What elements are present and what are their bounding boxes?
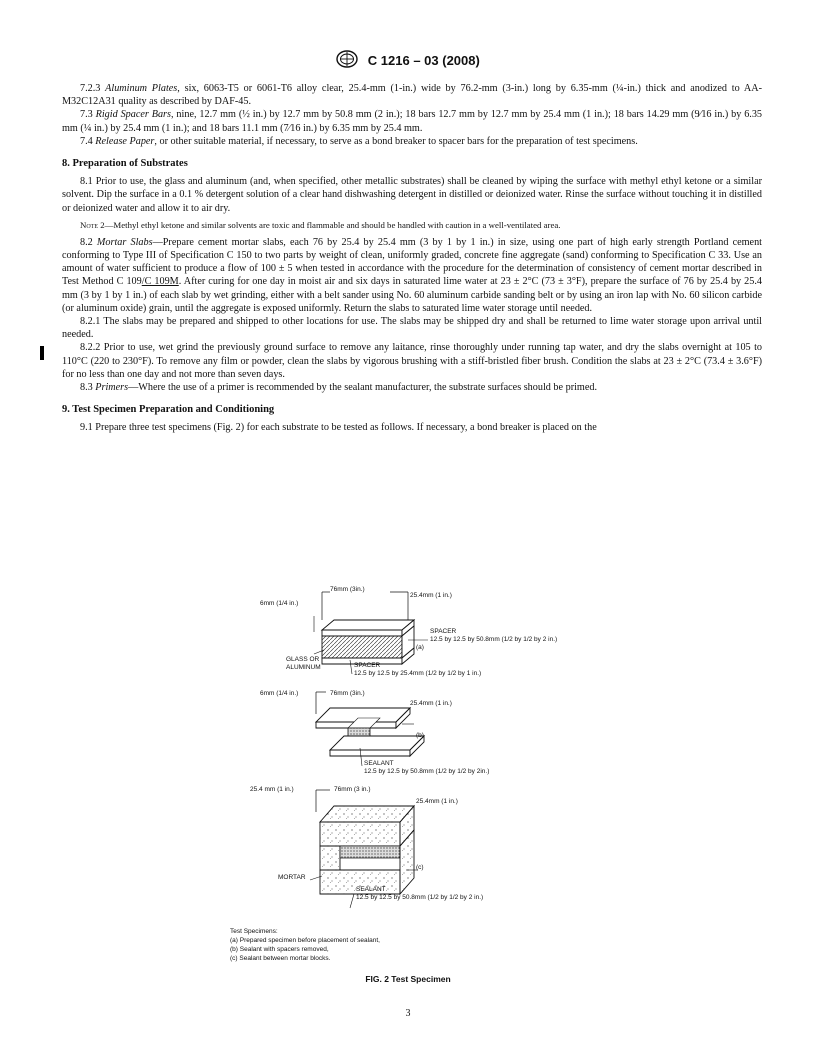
a-substrate-label: GLASS OR bbox=[286, 656, 320, 663]
legend-line-4: (c) Sealant between mortar blocks. bbox=[230, 955, 331, 962]
b-sealant-label: SEALANT bbox=[364, 760, 394, 767]
section-8-heading: 8. Preparation of Substrates bbox=[62, 158, 188, 170]
page-number: 3 bbox=[405, 1008, 411, 1019]
b-letter: (b) bbox=[416, 732, 424, 739]
paragraph-7-4: 7.4 Release Paper, or other suitable material, if necessary, to serve as a bond breaker to spacer bars for the preparation of test specimens. bbox=[80, 135, 638, 147]
paragraph-8-2-1: 8.2.1 The slabs may be prepared and shipped to other locations for use. The slabs may be shipped dry and shall be returned to lime water storage upon arrival until needed. bbox=[62, 316, 762, 341]
page-header bbox=[0, 50, 816, 71]
legend-line-1: Test Specimens: bbox=[230, 928, 278, 935]
c-width-dimension: 25.4mm (1 in.) bbox=[416, 798, 458, 805]
specimen-b-drawing bbox=[316, 692, 424, 766]
c109m-revision-link: /C 109M bbox=[141, 276, 179, 288]
a-thickness-dimension: 6mm (1/4 in.) bbox=[260, 600, 299, 607]
paragraph-7-2-3: 7.2.3 Aluminum Plates, six, 6063-T5 or 6061-T6 alloy clear, 25.4-mm (1-in.) wide by 76.2-mm (3-in.) long by 6.35-mm (¼-in.) thick and anodized to AA-M32C12A31 quality as described by DAF-45. bbox=[62, 83, 763, 108]
paragraph-8-2-2: 8.2.2 Prior to use, wet grind the previously ground surface to remove any laitance, rinse thoroughly under running tap water, and dry the slabs overnight at 105 to 110°C (220 to 230°F). To remove any film or powder, clean the slabs by vigorous brushing with a stiff-bristled fiber brush. Condition the slabs at 23 ± 2°C (73.4 ± 3.6°F) for no less than one day and not more than seven days. bbox=[62, 342, 762, 380]
legend-line-3: (b) Sealant with spacers removed, bbox=[230, 946, 329, 953]
figure-2-test-specimen bbox=[230, 580, 590, 990]
note-2: Note 2—Methyl ethyl ketone and similar solvents are toxic and flammable and should be handled with caution in a well-ventilated area. bbox=[80, 219, 561, 230]
document-designation: C 1216 – 03 (2008) bbox=[367, 53, 480, 68]
c-height-dimension: 25.4 mm (1 in.) bbox=[250, 786, 294, 793]
figure-caption: FIG. 2 Test Specimen bbox=[365, 974, 451, 984]
a-width-dimension: 25.4mm (1 in.) bbox=[410, 592, 452, 599]
b-length-dimension: 76mm (3in.) bbox=[330, 690, 365, 697]
legend-line-2: (a) Prepared specimen before placement of sealant, bbox=[230, 937, 380, 944]
a-spacer2-size: 12.5 by 12.5 by 25.4mm (1/2 by 1/2 by 1 in.) bbox=[354, 670, 482, 677]
a-spacer-label: SPACER bbox=[430, 628, 457, 635]
paragraph-7-3: 7.3 Rigid Spacer Bars, nine, 12.7 mm (½ in.) by 12.7 mm by 50.8 mm (2 in.); 18 bars 12.7 mm by 12.7 mm by 25.4 mm (1 in.); 18 bars 14.29 mm (9⁄16 in.) by 6.35 mm (¼ in.) by 25.4 mm (1 in.); and 18 bars 11.1 mm (7⁄16 in.) by 6.35 mm by 25.4 mm. bbox=[62, 109, 763, 134]
c-sealant-size: 12.5 by 12.5 by 50.8mm (1/2 by 1/2 by 2 in.) bbox=[356, 894, 484, 901]
paragraph-8-2: 8.2 Mortar Slabs—Prepare cement mortar slabs, each 76 by 25.4 by 25.4 mm (3 by 1 by 1 in.) in size, using one part of high early strength Portland cement conforming to Type III of Specification C 150 to two parts by weight of clean, uniformly graded, concrete fine aggregate (sand) conforming to Specification C 33. Use an amount of water sufficient to produce a flow of 100 ± 5 when tested in accordance with the procedure for the determination of consistency of cement mortar described in Test Method C 109/C 109M. After curing for one day in moist air and six days in saturated lime water at 23 ± 2°C (73 ± 3°F), prepare the surface of 76 by 25.4 by 25.4 mm (3 by 1 by 1 in.) of each slab by wet grinding, either with a belt sander using No. 60 aluminum carbide sanding belt or by using an iron lap with No. 60 silicon carbide (or aluminum oxide) grain, until the aggregate is exposed uniformly. Return the slabs to saturated lime water storage until needed. bbox=[62, 236, 763, 314]
c-sealant-label: SEALANT bbox=[356, 886, 386, 893]
c-letter: (c) bbox=[416, 864, 424, 871]
c-mortar-label: MORTAR bbox=[278, 874, 306, 881]
b-sealant-size: 12.5 by 12.5 by 50.8mm (1/2 by 1/2 by 2in.) bbox=[364, 768, 490, 775]
document-body bbox=[62, 82, 762, 435]
section-9-heading: 9. Test Specimen Preparation and Conditioning bbox=[62, 404, 275, 416]
a-spacer2-label: SPACER bbox=[354, 662, 381, 669]
revision-change-bar bbox=[40, 346, 44, 360]
a-letter: (a) bbox=[416, 644, 424, 651]
a-substrate-label-2: ALUMINUM bbox=[286, 664, 321, 671]
paragraph-9-1: 9.1 Prepare three test specimens (Fig. 2) for each substrate to be tested as follows. If necessary, a bond breaker is placed on the bbox=[80, 422, 597, 434]
a-length-dimension: 76mm (3in.) bbox=[330, 586, 365, 593]
c-length-dimension: 76mm (3 in.) bbox=[334, 786, 371, 793]
paragraph-8-3: 8.3 Primers—Where the use of a primer is recommended by the sealant manufacturer, the substrate surfaces should be primed. bbox=[80, 382, 598, 394]
b-thickness-dimension: 6mm (1/4 in.) bbox=[260, 690, 299, 697]
a-spacer-size: 12.5 by 12.5 by 50.8mm (1/2 by 1/2 by 2 in.) bbox=[430, 636, 558, 643]
paragraph-8-1: 8.1 Prior to use, the glass and aluminum (and, when specified, other metallic substrates) shall be cleaned by wiping the surface with methyl ethyl ketone or a similar solvent. Dip the surface in a 0.1 % detergent solution of a clear hand dishwashing detergent in distilled or deionized water. Rinse the surface without touching it in distilled or deionized water and allow it to air dry. bbox=[62, 176, 762, 214]
astm-logo-icon bbox=[336, 50, 358, 71]
b-width-dimension: 25.4mm (1 in.) bbox=[410, 700, 452, 707]
